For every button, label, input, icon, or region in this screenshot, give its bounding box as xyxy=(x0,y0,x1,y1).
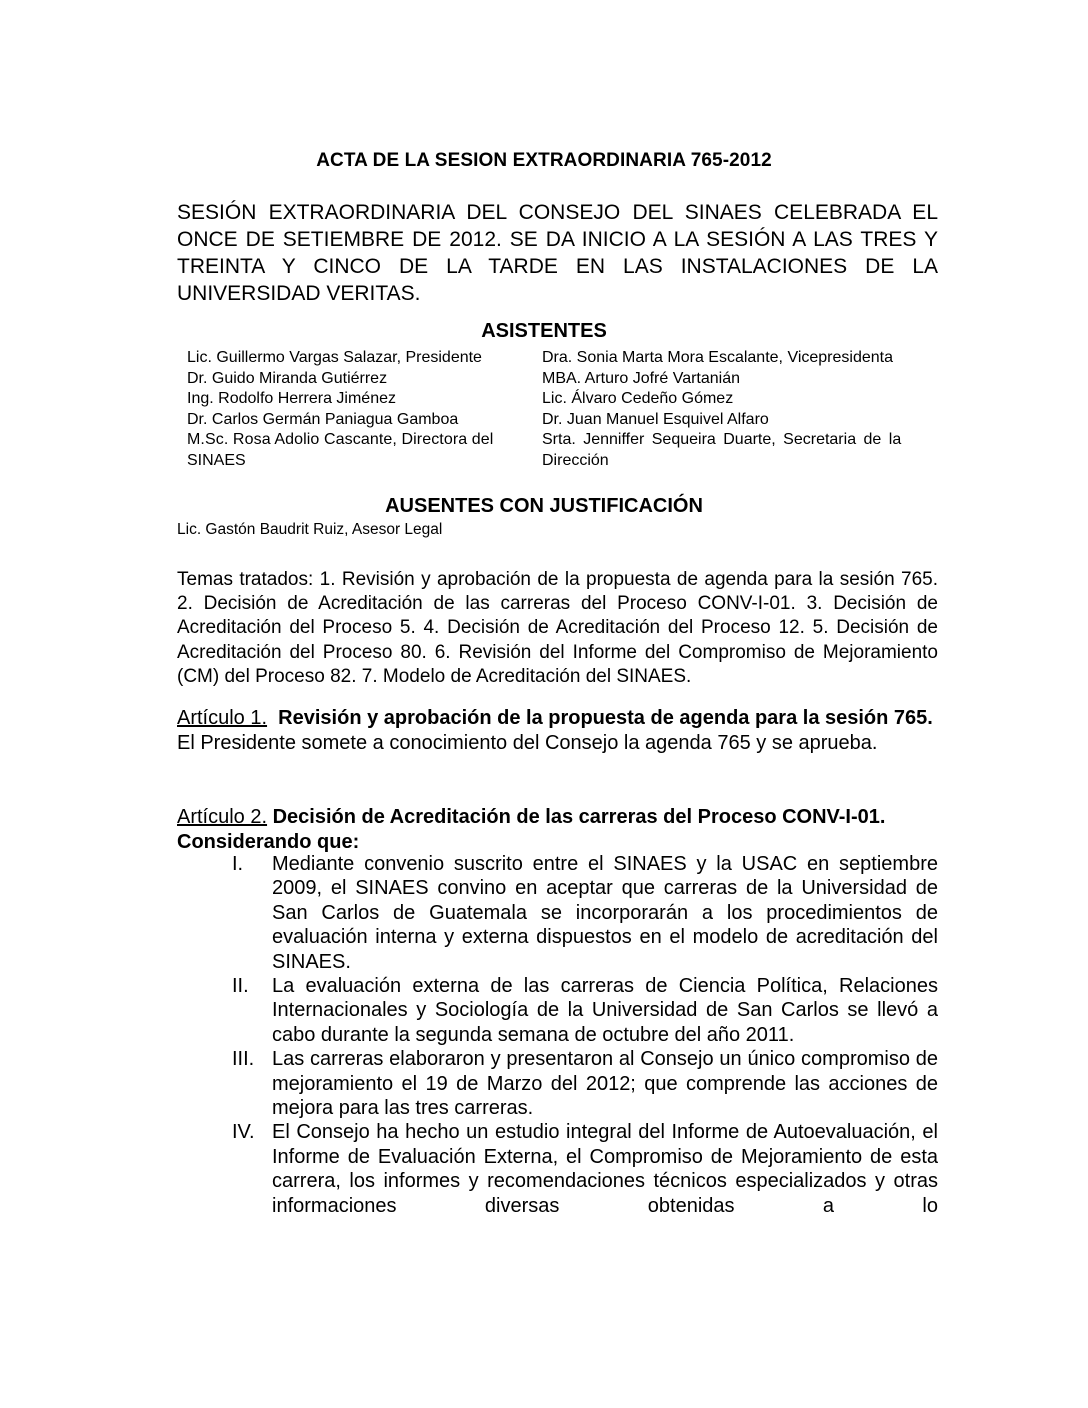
attendees-left-column xyxy=(187,348,527,472)
list-item xyxy=(177,852,938,974)
list-item-text: La evaluación externa de las carreras de Ciencia Política, Relaciones Internacionales y Sociología de la Universidad de San Carlos se llevó a cabo durante la segunda semana de octubre del año 2011. xyxy=(272,975,938,1046)
article-1 xyxy=(177,706,938,755)
list-item xyxy=(177,974,938,1047)
attendee: Ing. Rodolfo Herrera Jiménez xyxy=(187,390,396,408)
topics-paragraph: Temas tratados: 1. Revisión y aprobación de la propuesta de agenda para la sesión 765. 2. Decisión de Acreditación de las carreras del Proceso CONV-I-01. 3. Decisión de Acreditación del Proceso 5. 4. Decisión de Acreditación del Proceso 12. 5. Decisión de Acreditación del Proceso 80. 6. Revisión del Informe del Compromiso de Mejoramiento (CM) del Proceso 82. 7. Modelo de Acreditación del SINAES. xyxy=(177,569,938,687)
list-item-text: El Consejo ha hecho un estudio integral del Informe de Autoevaluación, el Informe de Evaluación Externa, el Compromiso de Mejoramiento de esta carrera, los informes y recomendaciones técnicos especializados y otras informaciones diversas obtenidas a lo xyxy=(272,1121,938,1217)
attendee: Dirección xyxy=(542,451,609,469)
list-item-text: Las carreras elaboraron y presentaron al Consejo un único compromiso de mejoramiento el 19 de Marzo del 2012; que comprende las acciones de mejora para las tres carreras. xyxy=(272,1048,938,1120)
article-2-label: Artículo 2. xyxy=(177,806,268,828)
list-item-number: I. xyxy=(232,853,244,875)
attendee: Dra. Sonia Marta Mora Escalante, Vicepresidenta xyxy=(542,349,893,366)
attendee: SINAES xyxy=(187,451,246,469)
attendee: MBA. Arturo Jofré Vartanián xyxy=(542,369,741,387)
list-item-number: II. xyxy=(232,975,249,998)
attendees-heading: ASISTENTES xyxy=(481,320,607,342)
attendees-right-column xyxy=(542,348,938,472)
list-item xyxy=(177,1120,938,1218)
considerations-list xyxy=(177,852,938,1218)
article-1-body: El Presidente somete a conocimiento del Consejo la agenda 765 y se aprueba. xyxy=(177,731,878,754)
list-item xyxy=(177,1047,938,1120)
article-1-heading: Revisión y aprobación de la propuesta de agenda para la sesión 765. xyxy=(278,707,933,729)
article-2 xyxy=(177,805,938,854)
article-2-heading: Decisión de Acreditación de las carreras del Proceso CONV-I-01. xyxy=(272,806,886,828)
attendee: Srta. Jenniffer Sequeira Duarte, Secretaria de la xyxy=(542,431,902,449)
article-2-subheading: Considerando que: xyxy=(177,830,360,853)
session-intro: SESIÓN EXTRAORDINARIA DEL CONSEJO DEL SINAES CELEBRADA EL ONCE DE SETIEMBRE DE 2012. SE DA INICIO A LA SESIÓN A LAS TRES Y TREINTA Y CINCO DE LA TARDE EN LAS INSTALACIONES DE LA UNIVERSIDAD VERITAS. xyxy=(177,201,938,305)
attendee: Dr. Juan Manuel Esquivel Alfaro xyxy=(542,410,769,428)
article-1-label: Artículo 1. xyxy=(177,707,268,729)
absent-item: Lic. Gastón Baudrit Ruiz, Asesor Legal xyxy=(177,521,443,538)
list-item-number: III. xyxy=(232,1048,255,1071)
document-title: ACTA DE LA SESION EXTRAORDINARIA 765-2012 xyxy=(316,150,772,171)
attendee: M.Sc. Rosa Adolio Cascante, Directora del xyxy=(187,431,494,449)
list-item-number: IV. xyxy=(232,1121,255,1144)
attendee: Lic. Guillermo Vargas Salazar, Presidente xyxy=(187,349,482,366)
attendee: Lic. Álvaro Cedeño Gómez xyxy=(542,390,734,408)
list-item-text: Mediante convenio suscrito entre el SINAES y la USAC en septiembre 2009, el SINAES convino en aceptar que carreras de la Universidad de San Carlos de Guatemala se incorporarán a los procedimientos de evaluación interna y externa dispuestos en el modelo de acreditación del SINAES. xyxy=(272,853,938,973)
absent-heading: AUSENTES CON JUSTIFICACIÓN xyxy=(385,495,703,517)
attendee: Dr. Guido Miranda Gutiérrez xyxy=(187,369,388,387)
attendee: Dr. Carlos Germán Paniagua Gamboa xyxy=(187,410,459,428)
